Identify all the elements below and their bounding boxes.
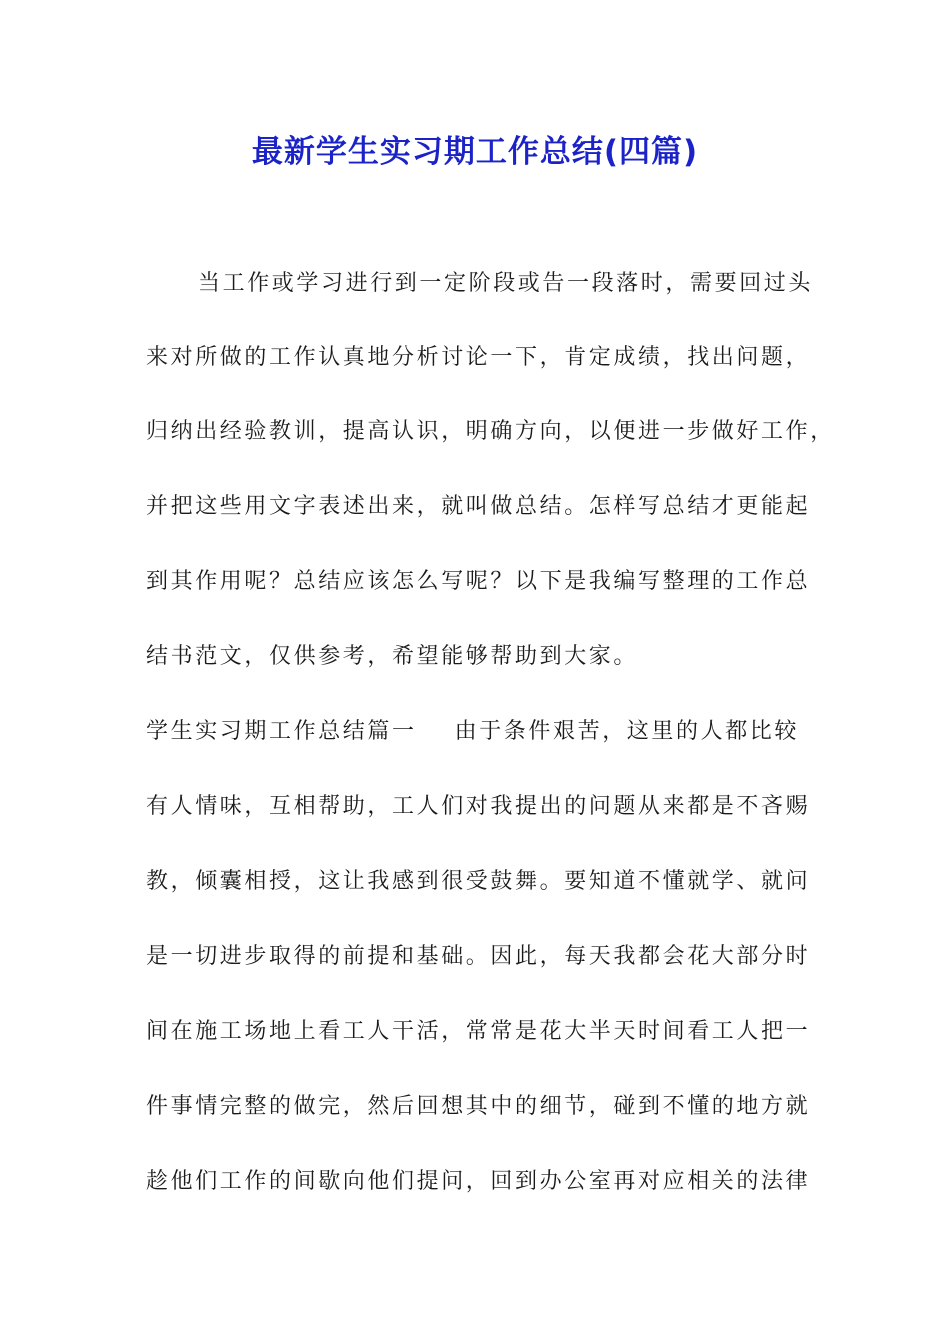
document-title: 最新学生实习期工作总结(四篇)	[251, 134, 699, 170]
section-first-line	[146, 716, 806, 748]
body-line-3: 是一切进步取得的前提和基础。因此，每天我都会花大部分时	[146, 944, 811, 969]
body-line-2: 教，倾囊相授，这让我感到很受鼓舞。要知道不懂就学、就问	[146, 869, 811, 894]
section-first-line-rest: 由于条件艰苦，这里的人都比较	[454, 719, 800, 744]
intro-line-2: 来对所做的工作认真地分析讨论一下，肯定成绩，找出问题，	[146, 345, 811, 370]
body-line-4: 间在施工场地上看工人干活，常常是花大半天时间看工人把一	[146, 1019, 811, 1044]
intro-line-3: 归纳出经验教训，提高认识，明确方向，以便进一步做好工作，	[146, 419, 835, 444]
body-line-1: 有人情味，互相帮助，工人们对我提出的问题从来都是不吝赐	[146, 794, 811, 819]
body-line-5: 件事情完整的做完，然后回想其中的细节，碰到不懂的地方就	[146, 1094, 811, 1119]
body-line-6: 趁他们工作的间歇向他们提问，回到办公室再对应相关的法律	[146, 1169, 811, 1194]
section-heading: 学生实习期工作总结篇一	[146, 719, 417, 744]
intro-line-6: 结书范文，仅供参考，希望能够帮助到大家。	[146, 644, 639, 669]
intro-line-5: 到其作用呢？总结应该怎么写呢？以下是我编写整理的工作总	[146, 569, 811, 594]
intro-line-4: 并把这些用文字表述出来，就叫做总结。怎样写总结才更能起	[146, 494, 811, 519]
intro-line-1: 当工作或学习进行到一定阶段或告一段落时，需要回过头	[198, 271, 814, 296]
